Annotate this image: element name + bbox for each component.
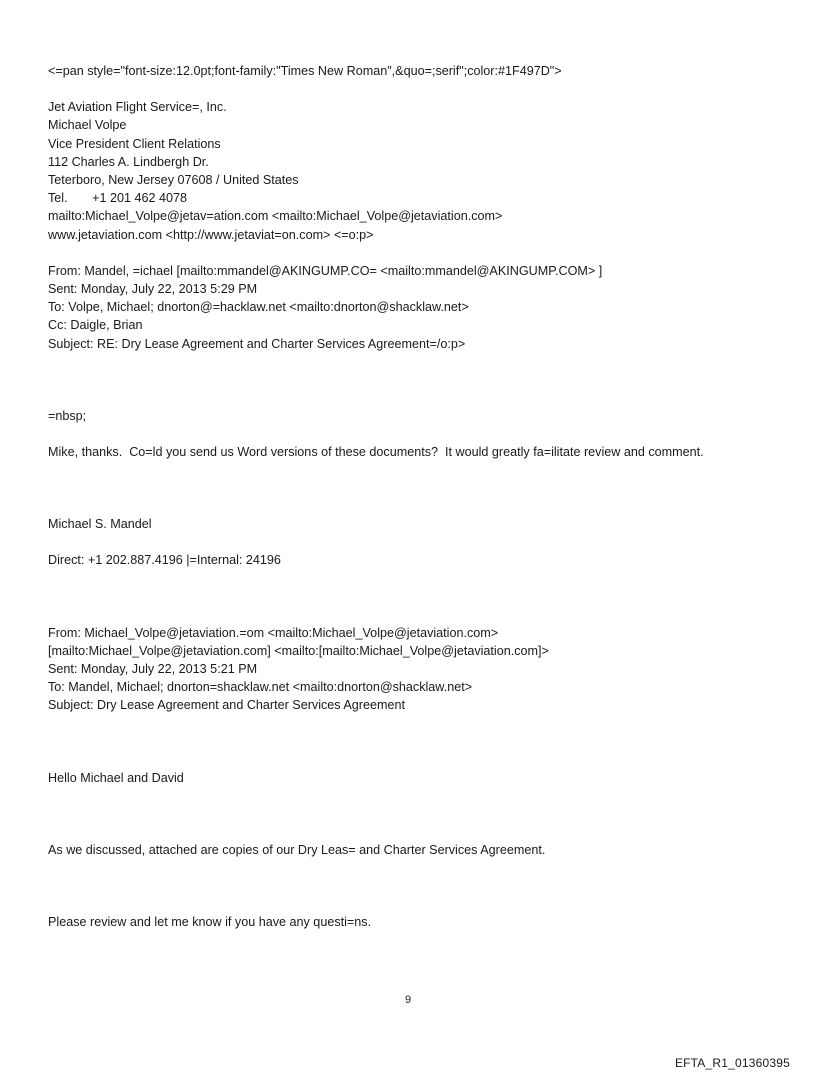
sender-name: Michael S. Mandel <box>48 517 152 532</box>
page-number: 9 <box>404 994 412 1006</box>
signature-block <box>48 98 788 244</box>
original-sent: Sent: Monday, July 22, 2013 5:21 PM <box>48 662 258 677</box>
nbsp-artifact: =nbsp; <box>48 408 87 423</box>
greeting: Hello Michael and David <box>48 770 184 785</box>
body-paragraph-2: Please review and let me know if you have any questi=ns. <box>48 915 372 930</box>
signature-company: Jet Aviation Flight Service=, Inc. <box>48 100 227 115</box>
signature-phone: Tel. +1 201 462 4078 <box>48 191 187 206</box>
sender-phone: Direct: +1 202.887.4196 |=Internal: 24196 <box>48 553 281 568</box>
body-paragraph-1: As we discussed, attached are copies of our Dry Leas= and Charter Services Agreement. <box>48 842 546 857</box>
signature-name: Michael Volpe <box>48 118 127 133</box>
reply-sent: Sent: Monday, July 22, 2013 5:29 PM <box>48 282 258 297</box>
reply-header <box>48 262 788 353</box>
reply-body: Mike, thanks. Co=ld you send us Word versions of these documents? It would greatly fa=ilitate review and comment. <box>48 445 704 460</box>
original-from: From: Michael_Volpe@jetaviation.=om <mailto:Michael_Volpe@jetaviation.com> <box>48 625 499 640</box>
email-document <box>48 62 788 931</box>
reply-from: From: Mandel, =ichael [mailto:mmandel@AKINGUMP.CO= <mailto:mmandel@AKINGUMP.COM> ] <box>48 263 603 278</box>
html-fragment-line: <=pan style="font-size:12.0pt;font-family:"Times New Roman",&quo=;serif";color:#1F497D"> <box>48 64 562 78</box>
original-to: To: Mandel, Michael; dnorton=shacklaw.net <mailto:dnorton@shacklaw.net> <box>48 680 473 695</box>
document-id: EFTA_R1_01360395 <box>674 1056 790 1070</box>
signature-city: Teterboro, New Jersey 07608 / United States <box>48 173 299 188</box>
reply-to: To: Volpe, Michael; dnorton@=hacklaw.net <mailto:dnorton@shacklaw.net> <box>48 300 469 315</box>
original-header <box>48 624 788 715</box>
reply-subject: Subject: RE: Dry Lease Agreement and Charter Services Agreement=/o:p> <box>48 336 466 351</box>
original-subject: Subject: Dry Lease Agreement and Charter Services Agreement <box>48 698 406 713</box>
signature-street: 112 Charles A. Lindbergh Dr. <box>48 154 209 169</box>
signature-title: Vice President Client Relations <box>48 136 221 151</box>
signature-website-link[interactable]: www.jetaviation.com <http://www.jetaviat=on.com> <=o:p> <box>48 227 374 242</box>
reply-cc: Cc: Daigle, Brian <box>48 318 143 333</box>
original-from-continued: [mailto:Michael_Volpe@jetaviation.com] <mailto:[mailto:Michael_Volpe@jetaviation.com]> <box>48 643 549 658</box>
signature-email-link[interactable]: mailto:Michael_Volpe@jetav=ation.com <mailto:Michael_Volpe@jetaviation.com> <box>48 209 503 224</box>
